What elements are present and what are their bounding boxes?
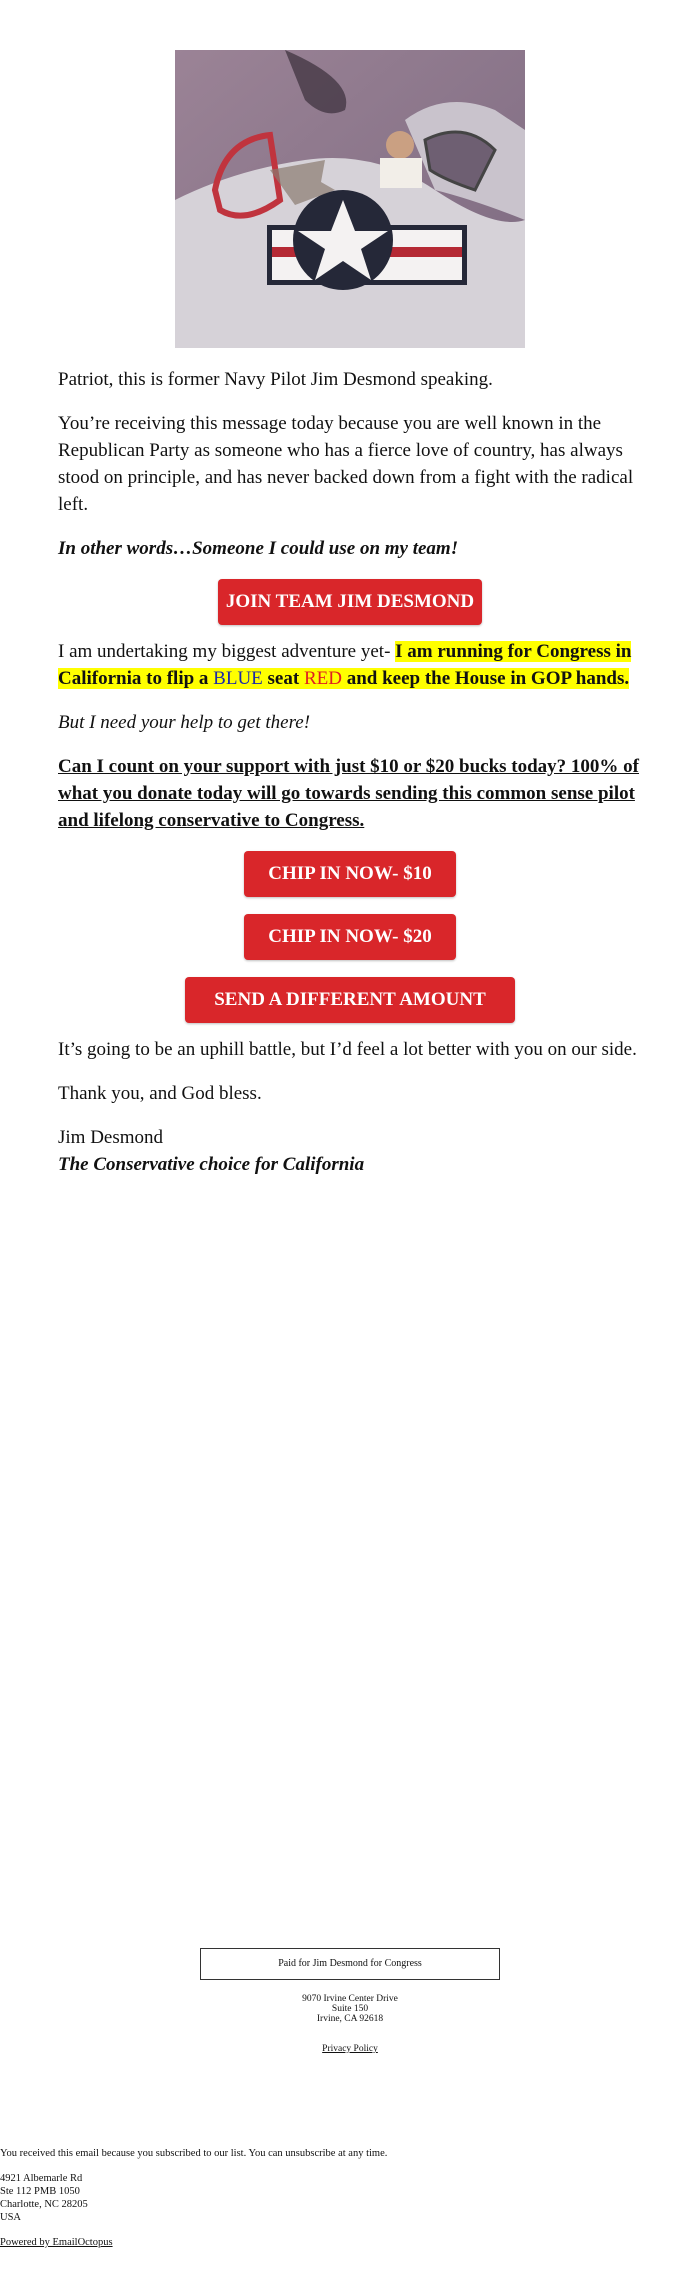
navy-jet-photo-icon [175, 50, 525, 348]
footer-address-line2: Suite 150 [331, 2004, 369, 2014]
emphasis-text: In other words…Someone I could use on my team! [58, 538, 459, 559]
privacy-policy-link[interactable]: Privacy Policy [322, 2044, 378, 2054]
help-text: But I need your help to get there! [58, 712, 311, 733]
paid-for-box: Paid for Jim Desmond for Congress [200, 1948, 500, 1980]
closing-text: It’s going to be an uphill battle, but I’d feel a lot better with you on our side. [58, 1039, 637, 1060]
thanks-text: Thank you, and God bless. [58, 1083, 262, 1104]
ask-text: Can I count on your support with just $10 or $20 bucks today? 100% of what you donate today will go towards sending this common sense pilot and lifelong conservative to Congress. [58, 756, 640, 831]
email-body [58, 362, 642, 1178]
paragraph-reason: You’re receiving this message today because you are well known in the Republican Party as someone who has a fierce love of country, has always stood on principle, and has never backed down from a fight with the radical left. [58, 413, 634, 515]
subscription-notice: You received this email because you subscribed to our list. You can unsubscribe at any time. [0, 2148, 388, 2159]
signature-tagline: The Conservative choice for California [58, 1154, 365, 1175]
mailer-address-line4: USA [0, 2212, 22, 2223]
chip-in-20-button[interactable]: CHIP IN NOW- $20 [244, 914, 456, 960]
adventure-text: I am undertaking my biggest adventure yet- I am running for Congress in California to flip a BLUE seat RED and keep the House in GOP hands. [58, 641, 632, 689]
different-amount-button[interactable]: SEND A DIFFERENT AMOUNT [185, 977, 515, 1023]
mailer-address-line3: Charlotte, NC 28205 [0, 2199, 88, 2210]
mailer-address-line1: 4921 Albemarle Rd [0, 2173, 83, 2184]
intro-text: Patriot, this is former Navy Pilot Jim Desmond speaking. [58, 369, 493, 390]
signature-name: Jim Desmond [58, 1127, 164, 1148]
footer-address-line1: 9070 Irvine Center Drive [302, 1994, 398, 2004]
footer-address-line3: Irvine, CA 92618 [316, 2014, 384, 2024]
chip-in-10-button[interactable]: CHIP IN NOW- $10 [244, 851, 456, 897]
join-team-button[interactable]: JOIN TEAM JIM DESMOND [218, 579, 482, 625]
mailer-address-line2: Ste 112 PMB 1050 [0, 2186, 80, 2197]
powered-by-link[interactable]: Powered by EmailOctopus [0, 2237, 113, 2248]
mailer-footer [0, 2147, 387, 2249]
hero-photo [175, 50, 525, 348]
